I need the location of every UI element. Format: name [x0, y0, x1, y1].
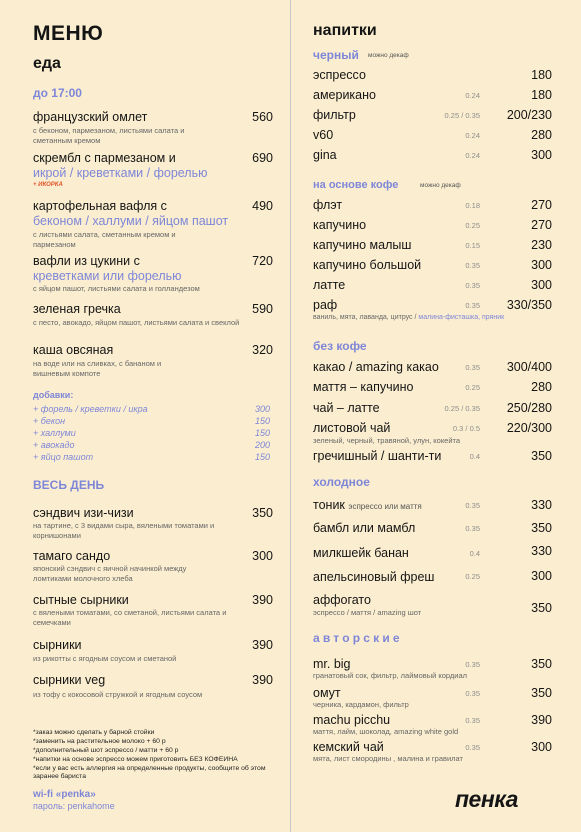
- tea-description: зеленый, черный, травяной, улун, кокейта: [313, 436, 461, 445]
- drink-name-main: тоник: [313, 498, 345, 512]
- drink-volume: 0.25: [465, 221, 480, 230]
- dish-description: с беконом, пармезаном, листьями салата и сметанным кремом: [33, 126, 185, 145]
- drink-name: [313, 498, 422, 512]
- drink-name: апельсиновый фреш: [313, 570, 435, 584]
- drink-name: латте: [313, 278, 346, 292]
- drink-price: 330: [531, 498, 552, 512]
- footnote: *если у вас есть аллергия на определенные продукты, сообщите об этом заранее бариста: [33, 765, 266, 781]
- dish-name-options: икрой / креветками / форелью: [33, 166, 208, 180]
- dish-description: из тофу с кокосовой стружкой и ягодным соусом: [33, 690, 203, 699]
- drink-name: гречишный / шанти-ти: [313, 449, 442, 463]
- nocoffee-label: без кофе: [313, 339, 367, 353]
- dish-name: сырники: [33, 638, 82, 652]
- drink-volume: 0.25: [465, 572, 480, 581]
- drink-price: 280: [531, 380, 552, 394]
- dish-description: японский сэндвич с яичной начинкой между ломтиками молочного хлеба: [33, 564, 187, 583]
- dish-description: с вялеными томатами, со сметаной, листьями салата и семечками: [33, 608, 227, 627]
- drink-name: флэт: [313, 198, 343, 212]
- dish-name: картофельная вафля с: [33, 199, 167, 213]
- drink-price: 300: [531, 148, 552, 162]
- drink-name: эспрессо: [313, 68, 366, 82]
- dish-name: тамаго сандо: [33, 549, 111, 563]
- drink-price: 270: [531, 218, 552, 232]
- drink-price: 250/280: [506, 401, 552, 415]
- drink-name: американо: [313, 88, 376, 102]
- drink-price: 200/230: [506, 108, 552, 122]
- drink-volume: 0.25 / 0.35: [444, 404, 480, 413]
- food-heading: еда: [33, 55, 61, 72]
- drink-price: 180: [531, 88, 552, 102]
- raf-flavors-special: малина-фисташка, пряник: [418, 314, 505, 321]
- drink-price: 300: [531, 278, 552, 292]
- raf-flavors-base: ваниль, мята, лаванда, цитрус /: [313, 314, 417, 321]
- dish-price: 590: [252, 302, 273, 316]
- dish-description: на воде или на сливках, с бананом и вишневым компоте: [33, 359, 162, 378]
- dish-price: 300: [252, 549, 273, 563]
- cold-label: холодное: [313, 475, 370, 489]
- drink-name: mr. big: [313, 657, 351, 671]
- black-label: черный: [313, 48, 359, 62]
- drink-volume: 0.25: [465, 383, 480, 392]
- dish-name: зеленая гречка: [33, 302, 121, 316]
- drink-price: 350: [531, 657, 552, 671]
- drink-price: 270: [531, 198, 552, 212]
- dish-description: из рикотты с ягодным соусом и сметаной: [33, 654, 177, 663]
- dish-name: каша овсяная: [33, 343, 114, 357]
- drink-price: 390: [531, 713, 552, 727]
- dish-price: 490: [252, 199, 273, 213]
- drink-price: 280: [531, 128, 552, 142]
- drink-volume: 0.35: [465, 501, 480, 510]
- drink-name: капучино малыш: [313, 238, 412, 252]
- footnote: *дополнительный шот эспрессо / матти + 60 р: [33, 747, 179, 754]
- addon-price: 150: [254, 416, 270, 426]
- black-note: можно декаф: [368, 52, 409, 59]
- drink-name: v60: [313, 128, 334, 142]
- drink-name: аффогато: [313, 593, 371, 607]
- drink-name: капучино: [313, 218, 367, 232]
- dish-description: с листьями салата, сметанным кремом и пармезаном: [33, 230, 176, 249]
- drink-name: листовой чай: [313, 421, 391, 435]
- author-label: авторские: [313, 631, 403, 645]
- drink-volume: 0.35: [465, 716, 480, 725]
- dish-name-options: креветками или форелью: [33, 269, 182, 283]
- coffee-note: можно декаф: [420, 182, 461, 189]
- addon-price: 300: [254, 404, 270, 414]
- drink-price: 300/400: [506, 360, 552, 374]
- drink-volume: 0.24: [465, 151, 480, 160]
- drink-volume: 0.4: [469, 452, 480, 461]
- dish-description: с яйцом пашот, листьями салата и голландезом: [33, 284, 200, 293]
- drink-name: капучино большой: [313, 258, 422, 272]
- dish-price: 690: [252, 151, 273, 165]
- drink-name: кемский чай: [313, 740, 384, 754]
- wifi-label: wi-fi «penka»: [33, 789, 96, 800]
- footnote: *напитки на основе эспрессо можем приготовить БЕЗ КОФЕИНА: [33, 756, 238, 763]
- drink-name-sub: эспрессо или маття: [348, 502, 422, 511]
- dish-name: сэндвич изи-чизи: [33, 506, 134, 520]
- drink-name: фильтр: [313, 108, 356, 122]
- dish-price: 320: [252, 343, 273, 357]
- drink-volume: 0.24: [465, 131, 480, 140]
- until-label: до 17:00: [33, 86, 82, 100]
- drink-price: 330: [531, 544, 552, 558]
- dish-name: сытные сырники: [33, 593, 129, 607]
- dish-price: 720: [252, 254, 273, 268]
- dish-price: 390: [252, 673, 273, 687]
- drink-price: 350: [531, 449, 552, 463]
- drink-description: гранатовый сок, фильтр, лаймовый кордиал: [313, 671, 468, 680]
- drink-price: 300: [531, 569, 552, 583]
- dish-description: с песто, авокадо, яйцом пашот, листьями салата и свеклой: [33, 318, 240, 327]
- drink-name: маття – капучино: [313, 380, 414, 394]
- drink-volume: 0.18: [465, 201, 480, 210]
- drink-volume: 0.35: [465, 689, 480, 698]
- addon-price: 150: [254, 452, 270, 462]
- addon-name: + халлуми: [33, 428, 76, 438]
- drinks-title: напитки: [313, 22, 377, 39]
- wifi-password: пароль: penkahome: [33, 801, 115, 811]
- drink-volume: 0.15: [465, 241, 480, 250]
- footnote: *заменить на растительное молоко + 60 р: [33, 738, 166, 745]
- drink-description: черника, кардамон, фильтр: [313, 700, 409, 709]
- drink-volume: 0.35: [465, 301, 480, 310]
- dish-price: 350: [252, 506, 273, 520]
- drink-volume: 0.35: [465, 660, 480, 669]
- coffee-label: на основе кофе: [313, 179, 399, 191]
- drink-name: чай – латте: [313, 401, 380, 415]
- addon-name: + авокадо: [33, 440, 75, 450]
- column-divider: [290, 0, 291, 832]
- allday-label: ВЕСЬ ДЕНЬ: [33, 478, 105, 492]
- drink-price: 220/300: [506, 421, 552, 435]
- drink-description: мята, лист смородины , малина и гравилат: [313, 754, 463, 763]
- drink-volume: 0.35: [465, 261, 480, 270]
- drink-volume: 0.3 / 0.5: [452, 424, 480, 433]
- dish-name-options: беконом / халлуми / яйцом пашот: [33, 214, 229, 228]
- drink-name: какао / amazing какао: [313, 360, 439, 374]
- dish-name: французский омлет: [33, 110, 148, 124]
- addon-name: + яйцо пашот: [33, 452, 94, 462]
- drink-volume: 0.35: [465, 281, 480, 290]
- drink-name: machu picchu: [313, 713, 391, 727]
- penka-logo: пенка: [455, 786, 518, 812]
- addon-price: 200: [254, 440, 270, 450]
- drink-volume: 0.25 / 0.35: [444, 111, 480, 120]
- dish-price: 390: [252, 638, 273, 652]
- drink-price: 300: [531, 740, 552, 754]
- addon-price: 150: [254, 428, 270, 438]
- addon-name: + бекон: [33, 416, 66, 426]
- drink-description: маття, лайм, шоколад, amazing white gold: [313, 727, 459, 736]
- drink-name: gina: [313, 148, 337, 162]
- ikorka-badge: + ИКОРКА: [33, 182, 63, 188]
- dish-name: скрембл с пармезаном и: [33, 151, 176, 165]
- addons-title: добавки:: [33, 390, 74, 400]
- drink-volume: 0.24: [465, 91, 480, 100]
- drink-volume: 0.35: [465, 363, 480, 372]
- drink-price: 350: [531, 601, 552, 615]
- drink-volume: 0.4: [469, 549, 480, 558]
- addon-name: + форель / креветки / икра: [33, 404, 148, 414]
- drink-price: 350: [531, 521, 552, 535]
- dish-name: сырники veg: [33, 673, 106, 687]
- raf-flavors: [313, 313, 504, 323]
- drink-description: эспрессо / маття / amazing шот: [313, 608, 422, 617]
- drink-name: бамбл или мамбл: [313, 521, 416, 535]
- drink-name: раф: [313, 298, 338, 312]
- footnote: *заказ можно сделать у барной стойки: [33, 729, 155, 736]
- drink-price: 230: [531, 238, 552, 252]
- drink-name: омут: [313, 686, 341, 700]
- drink-name: милкшейк банан: [313, 546, 409, 560]
- drink-volume: 0.35: [465, 524, 480, 533]
- menu-title: МЕНЮ: [33, 22, 104, 45]
- drink-price: 350: [531, 686, 552, 700]
- dish-name: вафли из цукини с: [33, 254, 140, 268]
- dish-description: на тартине, с 3 видами сыра, вялеными томатами и корнишонами: [33, 521, 215, 540]
- drink-price: 330/350: [506, 298, 552, 312]
- drink-volume: 0.35: [465, 743, 480, 752]
- dish-price: 390: [252, 593, 273, 607]
- dish-price: 560: [252, 110, 273, 124]
- drink-price: 180: [531, 68, 552, 82]
- drink-price: 300: [531, 258, 552, 272]
